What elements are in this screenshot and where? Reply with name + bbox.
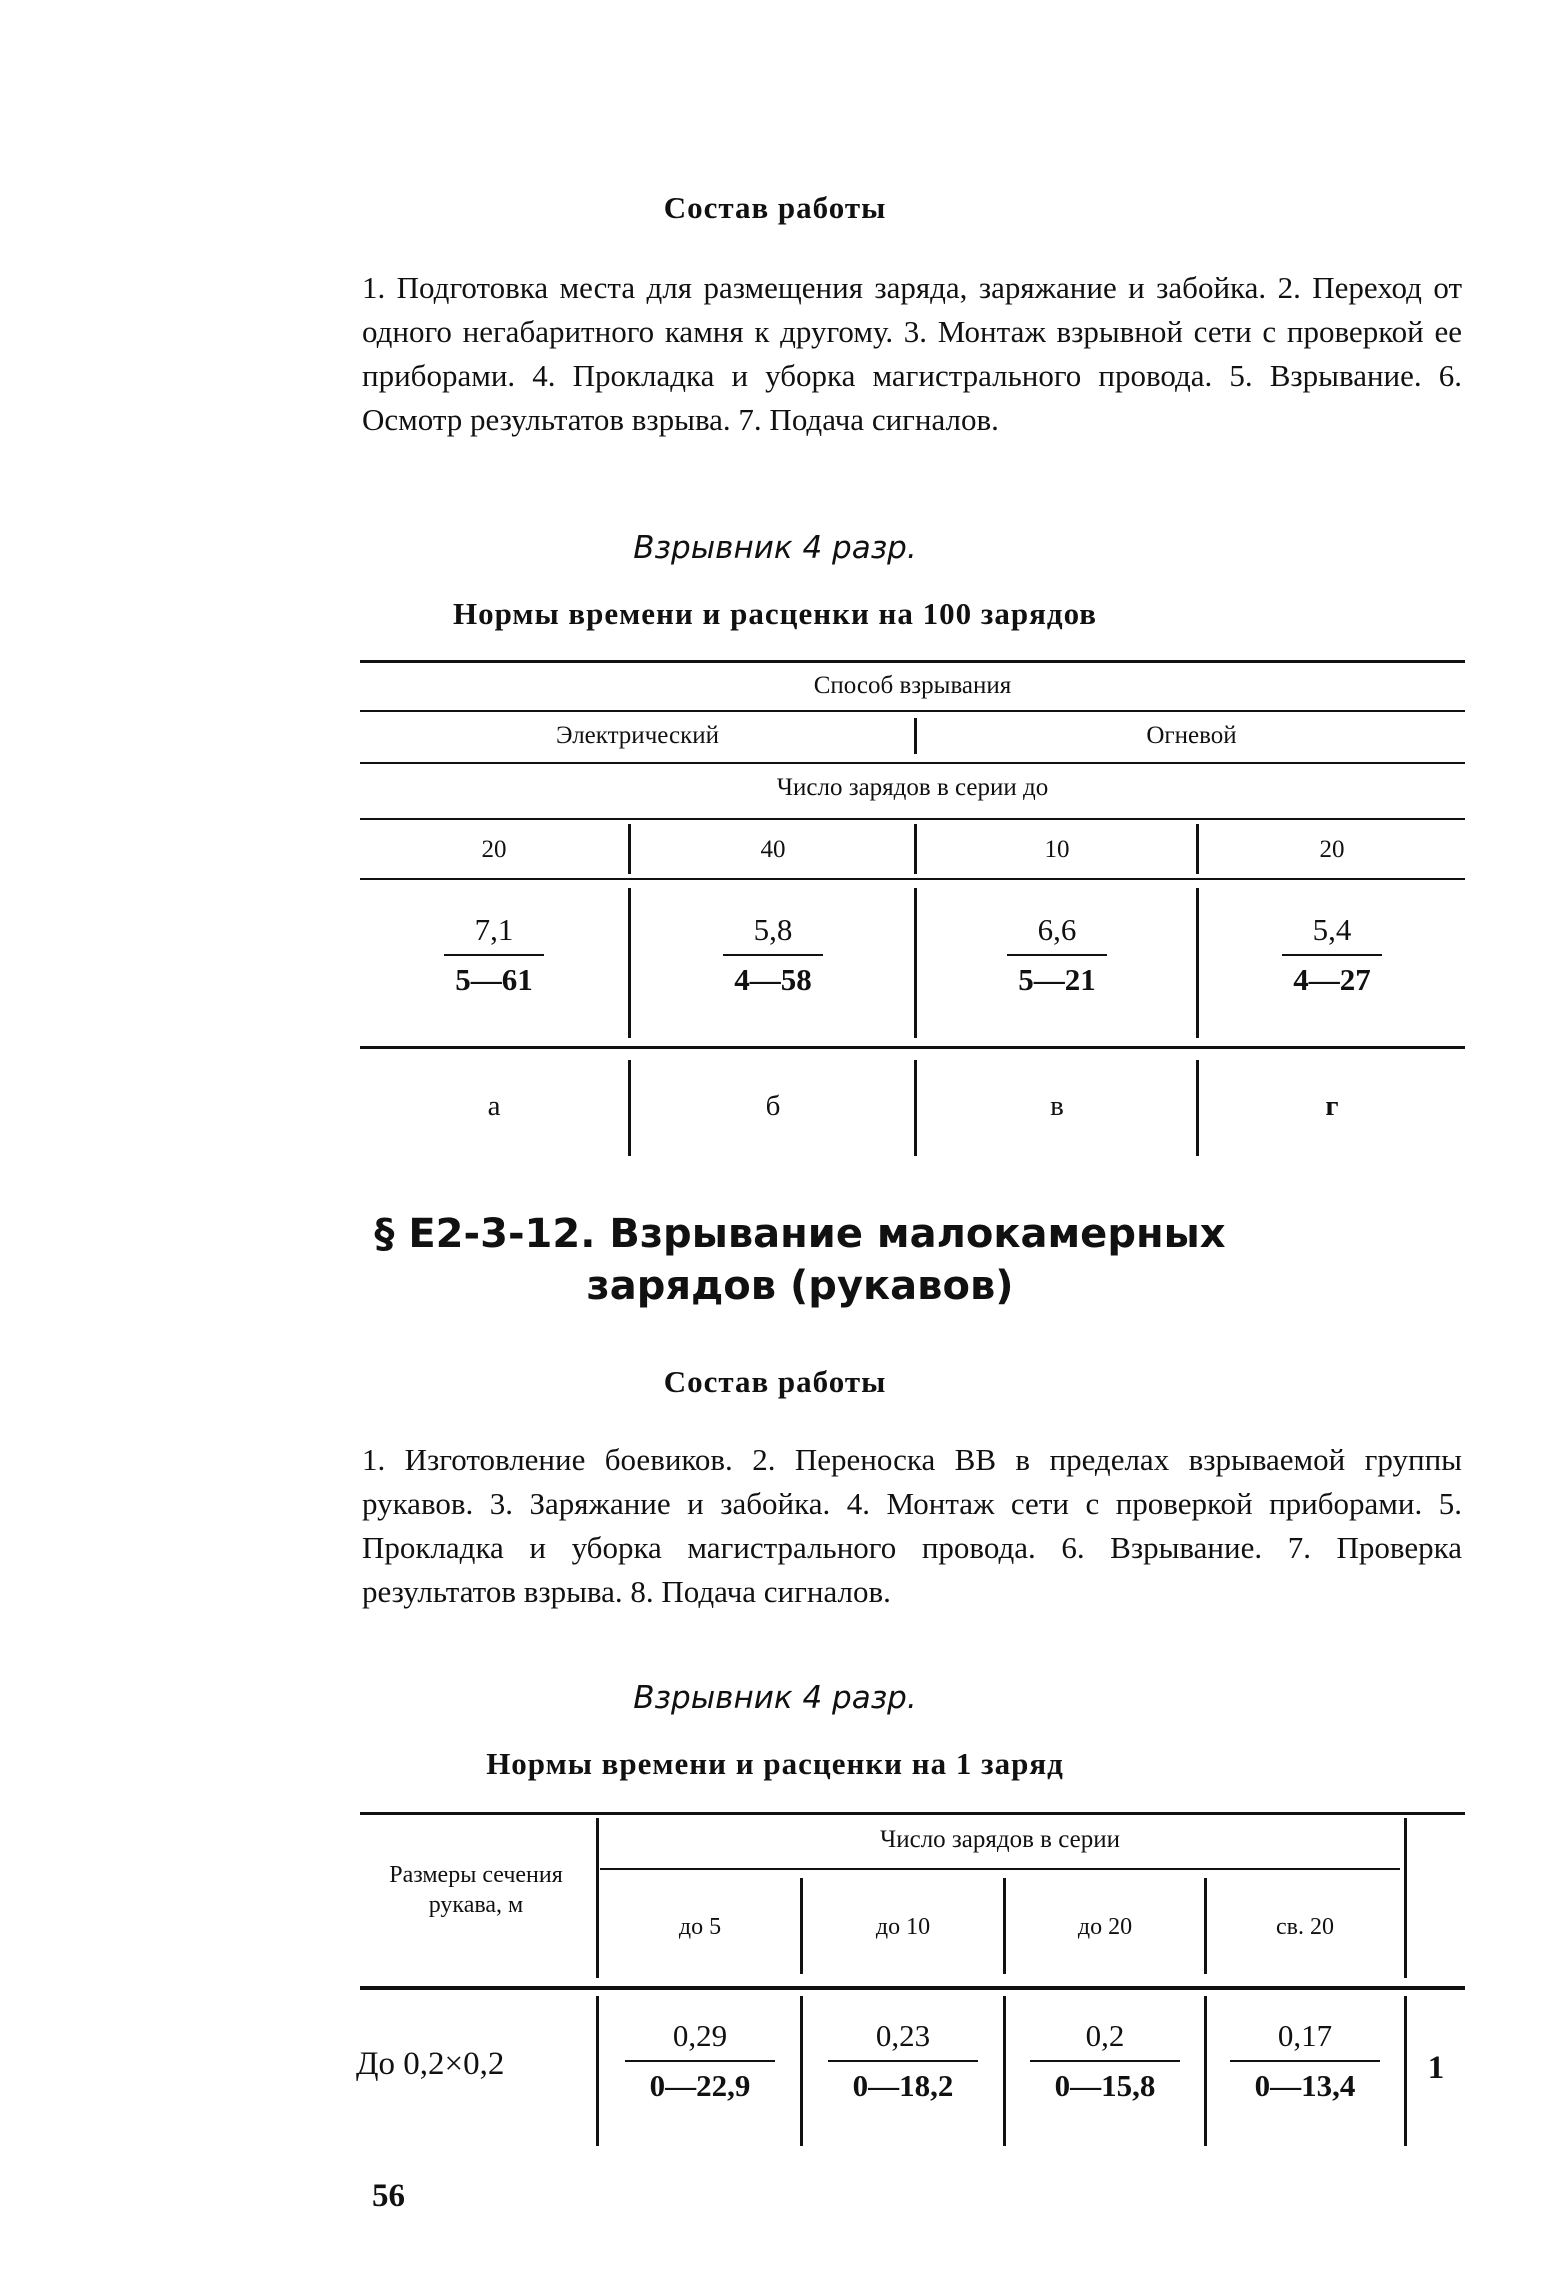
table1-letter-d: г	[1325, 1090, 1339, 1122]
section2-worker: Взрывник 4 разр.	[633, 1680, 917, 1716]
table1-letter-a: а	[487, 1090, 501, 1122]
table2-col-3: до 20	[1077, 1914, 1133, 1940]
table1-fire-header: Огневой	[1146, 722, 1237, 749]
section1-paragraph: 1. Подготовка места для размещения заряда, заряжание и забойка. 2. Переход от одного негабаритного камня к другому. 3. Монтаж взрывной сети с проверкой ее приборами. 4. Прокладка и уборка магистрального провода. 5. Взрывание. 6. Осмотр результатов взрыва. 7. Подача сигналов.	[362, 270, 1462, 437]
table2-size-header: Размеры сечения рукава, м	[389, 1862, 563, 1918]
norm: 7,1	[474, 912, 514, 947]
section2-title-line1: § Е2-3-12. Взрывание малокамерных	[374, 1211, 1226, 1257]
section2-paragraph: 1. Изготовление боевиков. 2. Переноска ВВ в пределах взрываемой группы рукавов. 3. Заряжание и забойка. 4. Монтаж сети с проверкой приборами. 5. Прокладка и уборка магистрального провода. 6. Взрывание. 7. Проверка результатов взрыва. 8. Подача сигналов.	[362, 1442, 1462, 1609]
table2-row-number: 1	[1427, 2050, 1445, 2086]
table1-count-1: 20	[481, 836, 507, 863]
section1-table-title: Нормы времени и расценки на 100 зарядов	[452, 596, 1098, 631]
norm: 0,29	[672, 2018, 728, 2053]
price: 5—21	[1018, 962, 1096, 997]
table2-col-2: до 10	[875, 1914, 931, 1940]
table1-method-header: Способ взрывания	[813, 672, 1012, 699]
price: 4—27	[1293, 962, 1371, 997]
norm: 5,8	[753, 912, 793, 947]
price: 0—22,9	[649, 2068, 751, 2103]
section1-heading: Состав работы	[663, 190, 887, 225]
section1-worker: Взрывник 4 разр.	[633, 530, 917, 566]
page-number: 56	[372, 2178, 405, 2214]
table1-value-d	[1199, 912, 1465, 998]
price: 0—18,2	[852, 2068, 954, 2103]
table1-count-4: 20	[1319, 836, 1345, 863]
price: 0—15,8	[1054, 2068, 1156, 2103]
table2-value-3	[1006, 2018, 1204, 2104]
table2-value-4	[1207, 2018, 1403, 2104]
table2-col-4: св. 20	[1276, 1914, 1334, 1940]
table1-letter-b: б	[765, 1090, 781, 1122]
norm: 0,17	[1277, 2018, 1333, 2053]
table2-value-1	[600, 2018, 800, 2104]
norm: 0,23	[875, 2018, 931, 2053]
table1-value-c	[917, 912, 1197, 998]
table2-col-1: до 5	[678, 1914, 722, 1940]
table2-row-label: До 0,2×0,2	[356, 2046, 505, 2082]
section2-table-title: Нормы времени и расценки на 1 заряд	[486, 1746, 1064, 1781]
norm: 5,4	[1312, 912, 1352, 947]
norm: 0,2	[1085, 2018, 1125, 2053]
table1-electric-header: Электрический	[556, 722, 719, 749]
table1-value-b	[631, 912, 915, 998]
price: 4—58	[734, 962, 812, 997]
table1-count-3: 10	[1044, 836, 1070, 863]
section2-heading: Состав работы	[663, 1364, 887, 1399]
norm: 6,6	[1037, 912, 1077, 947]
table1-letter-c: в	[1050, 1090, 1064, 1122]
price: 0—13,4	[1254, 2068, 1356, 2103]
table1-count-2: 40	[760, 836, 786, 863]
table1-count-header: Число зарядов в серии до	[776, 774, 1049, 801]
table1-value-a	[360, 912, 628, 998]
price: 5—61	[455, 962, 533, 997]
section2-title-line2: зарядов (рукавов)	[586, 1263, 1014, 1309]
table2-value-2	[803, 2018, 1003, 2104]
table2-count-header: Число зарядов в серии	[879, 1826, 1120, 1853]
